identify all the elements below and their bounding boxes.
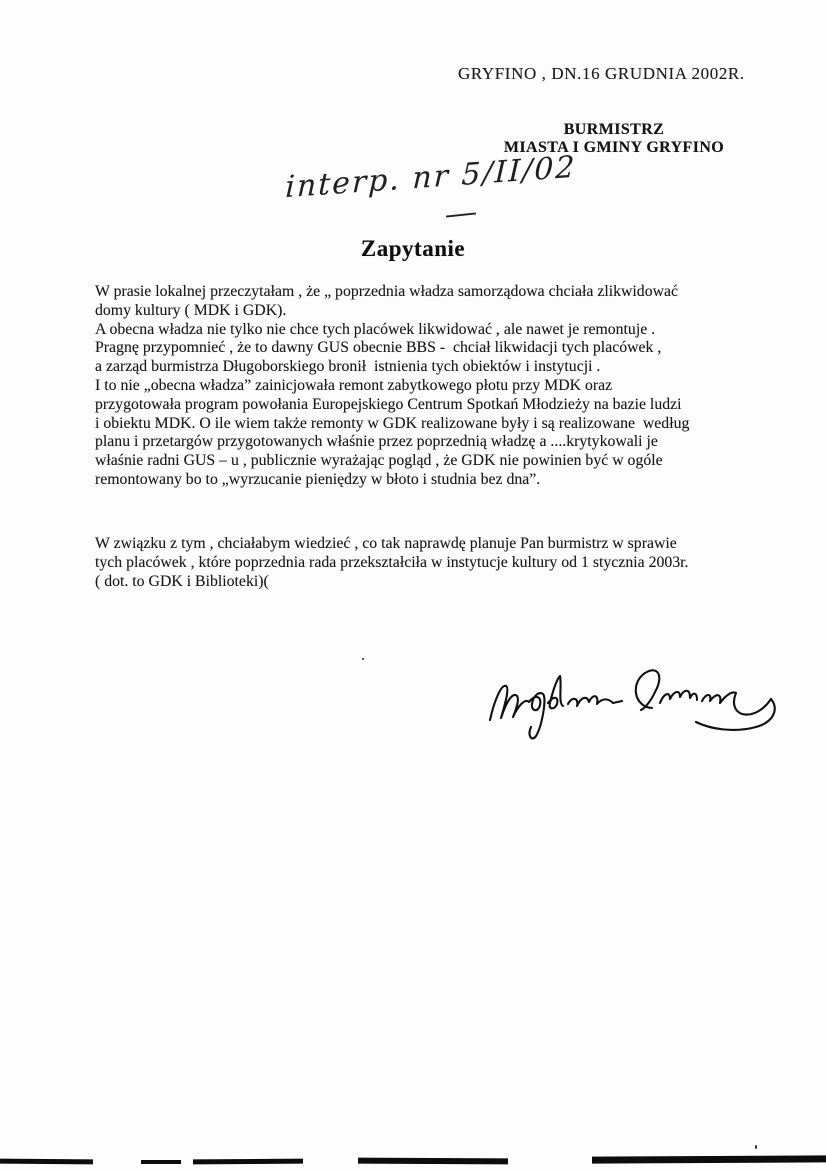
text-line: W związku z tym , chciałabym wiedzieć , co tak naprawdę planuje Pan burmistrz w sprawie bbox=[95, 535, 677, 552]
addressee-block bbox=[492, 121, 736, 156]
text-line: I to nie „obecna władza” zainicjowała remont zabytkowego płotu przy MDK oraz bbox=[95, 376, 613, 394]
text-line: domy kultury ( MDK i GDK). bbox=[95, 301, 287, 319]
scan-speck bbox=[362, 658, 364, 660]
text-line: przygotowała program powołania Europejskiego Centrum Spotkań Młodzieży na bazie ludzi bbox=[95, 395, 682, 413]
signature-stroke-first-name bbox=[490, 676, 622, 738]
text-line: A obecna władza nie tylko nie chce tych placówek likwidować , ale nawet je remontuje . bbox=[95, 320, 656, 338]
handwritten-interpellation-number: interp. nr 5/II/02 bbox=[284, 149, 578, 206]
date-line: GRYFINO , DN.16 GRUDNIA 2002R. bbox=[458, 64, 745, 83]
signature-stroke-last-name bbox=[636, 670, 771, 714]
text-line: i obiektu MDK. O ile wiem także remonty w GDK realizowane były i są realizowane według bbox=[95, 414, 690, 432]
text-line: W prasie lokalnej przeczytałam , że „ poprzednia władza samorządowa chciała zlikwidować bbox=[95, 283, 679, 300]
scan-artifact-line bbox=[592, 1155, 826, 1163]
addressee-subtitle: MIASTA I GMINY GRYFINO bbox=[503, 138, 725, 156]
scan-artifact-line bbox=[0, 1159, 93, 1165]
text-line: Pragnę przypomnieć , że to dawny GUS obecnie BBS - chciał likwidacji tych placówek , bbox=[95, 339, 662, 357]
scan-artifact-line bbox=[141, 1160, 181, 1164]
text-line: remontowany bo to „wyrzucanie pieniędzy w błoto i studnia bez dna”. bbox=[95, 470, 541, 488]
text-line: a zarząd burmistrza Długoborskiego bronił istnienia tych obiektów i instytucji . bbox=[95, 358, 601, 376]
handwritten-underline bbox=[446, 212, 476, 217]
body-paragraph-2 bbox=[95, 535, 755, 591]
body-paragraph-1 bbox=[95, 283, 755, 490]
handwritten-signature bbox=[482, 648, 782, 743]
scan-artifact-line bbox=[358, 1158, 508, 1165]
addressee-title: BURMISTRZ bbox=[563, 121, 665, 138]
document-title: Zapytanie bbox=[360, 236, 466, 261]
text-line: planu i przetargów przygotowanych właśnie przez poprzednią władzę a ....krytykowali je bbox=[95, 433, 658, 451]
scan-speck bbox=[755, 1145, 757, 1149]
text-line: właśnie radni GUS – u , publicznie wyrażając pogląd , że GDK nie powinien być w ogóle bbox=[95, 452, 663, 470]
scan-artifact-line bbox=[193, 1159, 303, 1165]
signature-stroke-tail bbox=[696, 699, 775, 730]
text-line: ( dot. to GDK i Biblioteki)( bbox=[95, 572, 269, 590]
text-line: tych placówek , które poprzednia rada przekształciła w instytucje kultury od 1 stycznia 2003r. bbox=[95, 553, 689, 571]
